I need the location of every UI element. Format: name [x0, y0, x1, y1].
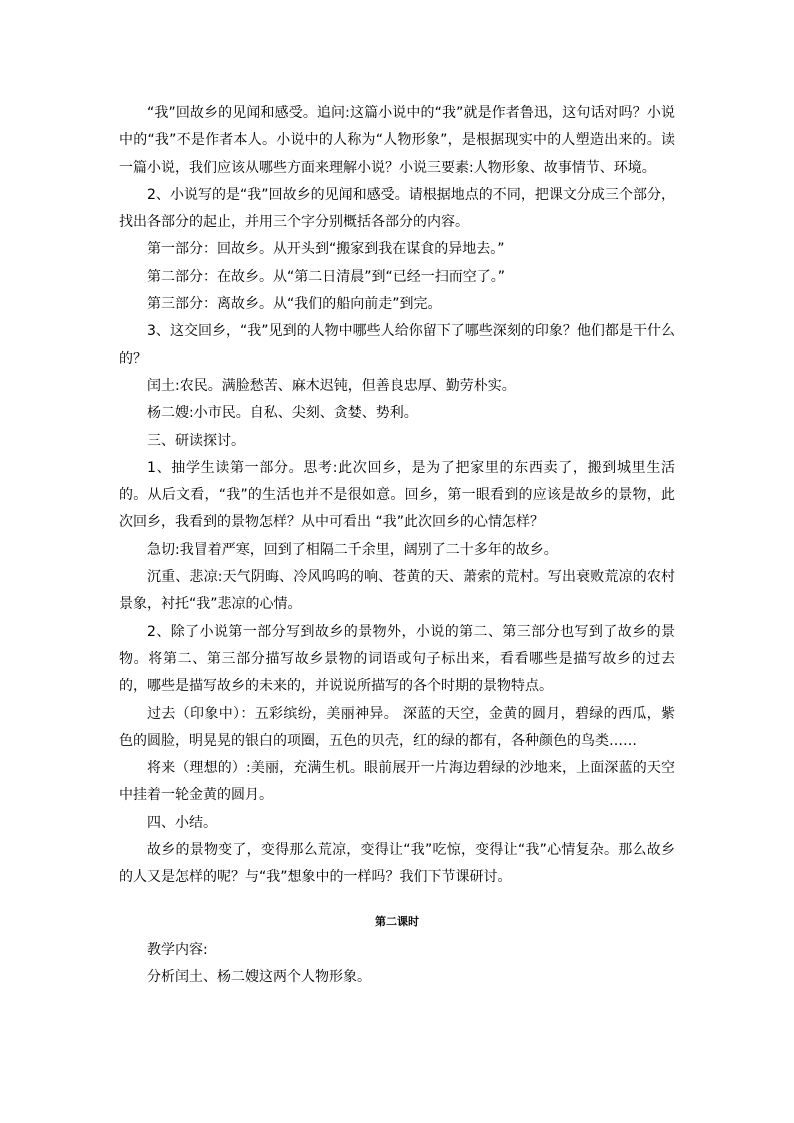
- paragraph: 第二部分：在故乡。从“第二日清晨”到“已经一扫而空了。”: [147, 268, 506, 285]
- paragraph: 将来（理想的）:美丽，充满生机。眼前展开一片海边碧绿的沙地来，上面深蓝的天空中挂着一轮金黄的圆月。: [119, 760, 675, 804]
- lesson-title: 第二课时: [375, 914, 419, 928]
- paragraph: “我”回故乡的见闻和感受。追问:这篇小说中的“我”就是作者鲁迅，这句话对吗？小说中的“我”不是作者本人。小说中的人称为“人物形象”，是根据现实中的人塑造出来的。读一篇小说，我们应该从哪些方面来理解小说？小说三要素:人物形象、故事情节、环境。: [119, 105, 675, 176]
- paragraph: 2、小说写的是“我”回故乡的见闻和感受。请根据地点的不同，把课文分成三个部分，找出各部分的起止，并用三个字分别概括各部分的内容。: [119, 186, 675, 231]
- paragraph: 2、除了小说第一部分写到故乡的景物外，小说的第二、第三部分也写到了故乡的景物。将第二、第三部分描写故乡景物的词语或句子标出来，看看哪些是描写故乡的过去的，哪些是描写故乡的未来的，并说说所描写的各个时期的景物特点。: [119, 623, 675, 695]
- section-heading: 三、研读探讨。: [147, 432, 245, 449]
- teaching-content: 分析闰土、杨二嫂这两个人物形象。: [147, 968, 371, 985]
- paragraph: 1、抽学生读第一部分。思考:此次回乡，是为了把家里的东西卖了，搬到城里生活的。从后文看，“我”的生活也并不是很如意。回乡，第一眼看到的应该是故乡的景物，此次回乡，我看到的景物怎样？从中可看出 “我”此次回乡的心情怎样？: [119, 459, 675, 531]
- paragraph: 沉重、悲凉:天气阴晦、冷风呜呜的响、苍黄的天、萧索的荒村。写出衰败荒凉的农村景象，衬托“我”悲凉的心情。: [119, 569, 675, 613]
- paragraph: 3、这交回乡，“我”见到的人物中哪些人给你留下了哪些深刻的印象？他们都是干什么的？: [119, 323, 675, 367]
- paragraph: 闰土:农民。满脸愁苦、麻木迟钝，但善良忠厚、勤劳朴实。: [147, 377, 516, 394]
- paragraph: 急切:我冒着严寒，回到了相隔二千余里，阔别了二十多年的故乡。: [147, 541, 558, 558]
- section-heading: 四、小结。: [147, 814, 217, 831]
- paragraph: 故乡的景物变了，变得那么荒凉，变得让“我”吃惊，变得让“我”心情复杂。那么故乡的人又是怎样的呢？与“我”想象中的一样吗？我们下节课研讨。: [119, 842, 675, 886]
- document-page: [119, 100, 675, 991]
- teaching-content-label: 教学内容:: [147, 941, 208, 958]
- paragraph: 第一部分：回故乡。从开头到“搬家到我在谋食的异地去。”: [147, 241, 505, 258]
- paragraph: 过去（印象中）：五彩缤纷，美丽神异。 深蓝的天空，金黄的圆月，碧绿的西瓜，紫色的圆脸，明晃晃的银白的项圈，五色的贝壳，红的绿的都有，各种颜色的鸟类……: [119, 705, 675, 749]
- paragraph: 杨二嫂:小市民。自私、尖刻、贪婪、势利。: [147, 405, 418, 422]
- paragraph: 第三部分：离故乡。从“我们的船向前走”到完。: [147, 296, 442, 313]
